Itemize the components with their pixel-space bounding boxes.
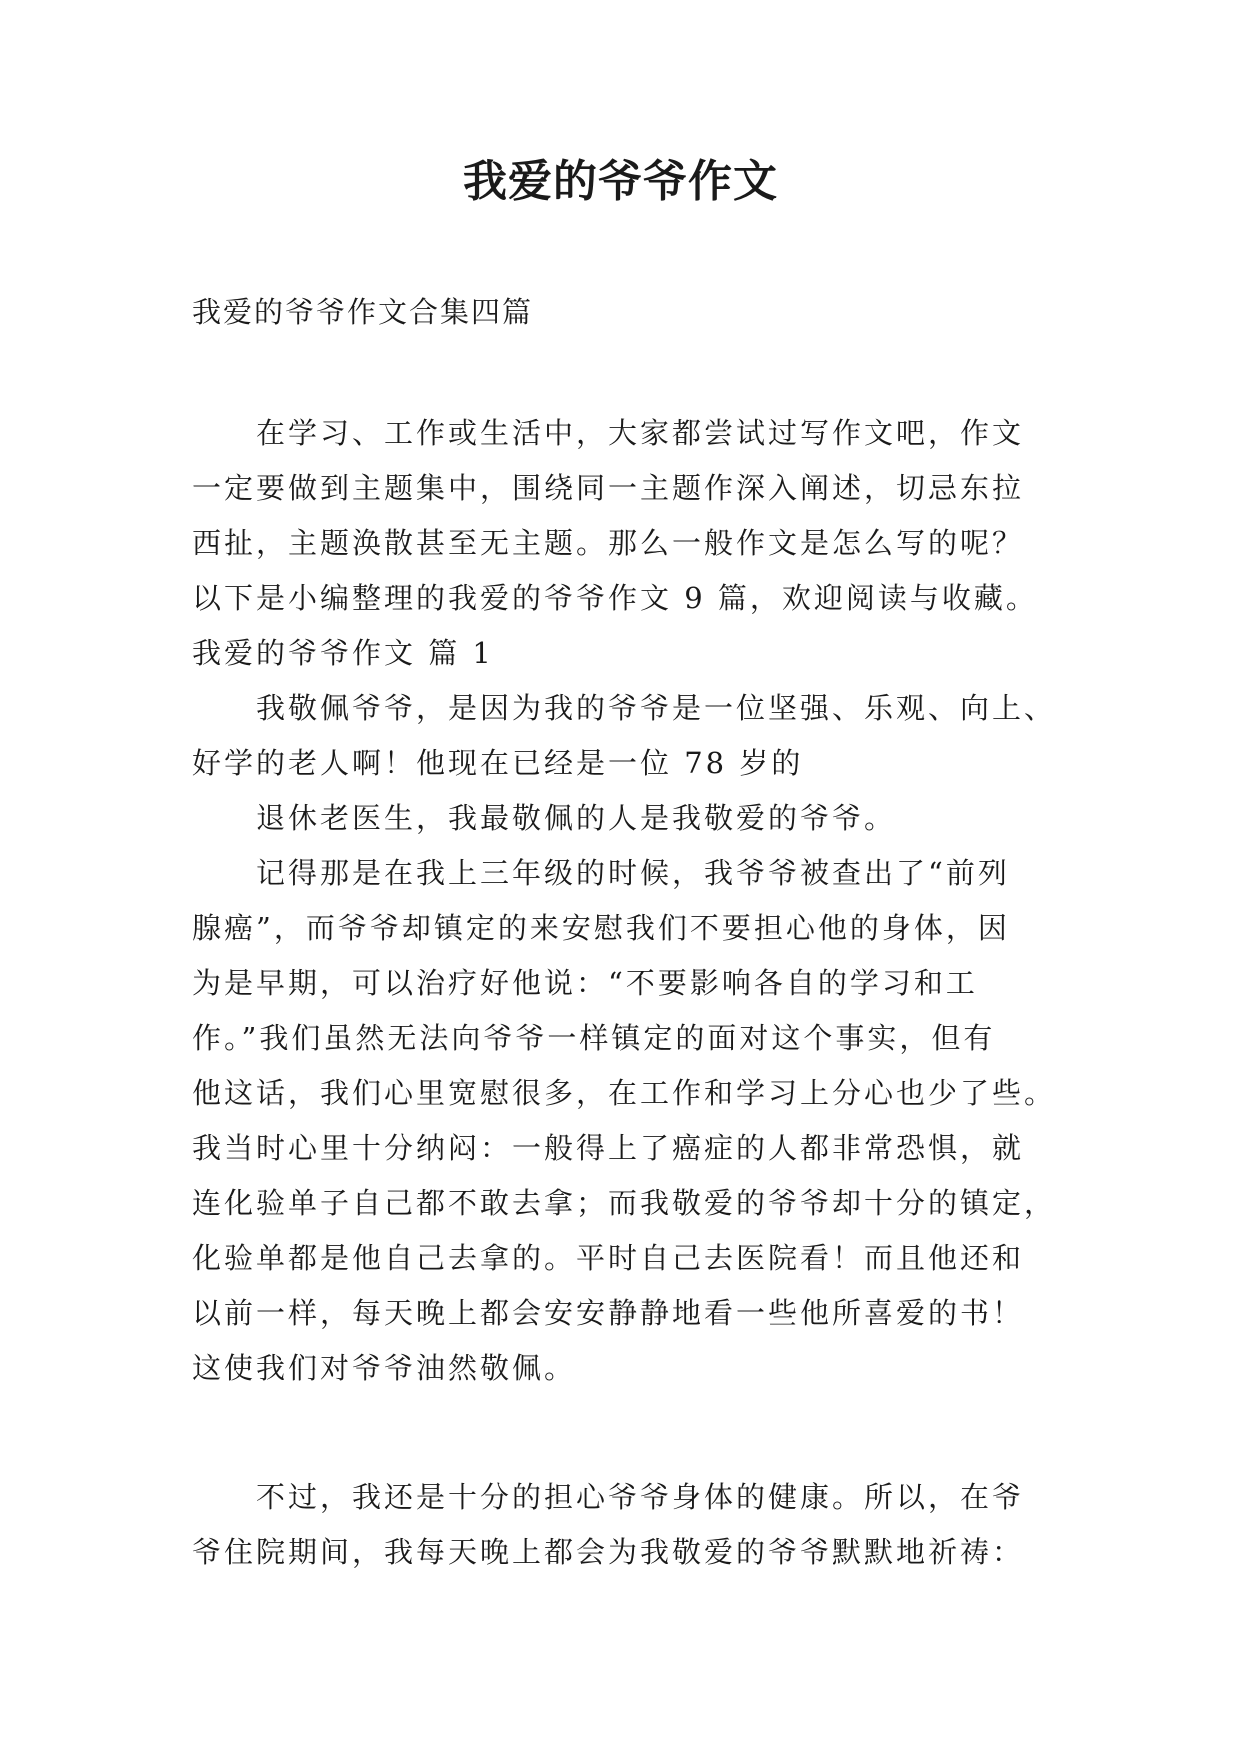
paragraph-line: 以下是小编整理的我爱的爷爷作文 9 篇，欢迎阅读与收藏。: [192, 581, 1038, 615]
paragraph-line: 为是早期，可以治疗好他说：“不要影响各自的学习和工: [192, 966, 978, 1000]
paragraph-line: 化验单都是他自己去拿的。平时自己去医院看！而且他还和: [192, 1241, 1025, 1275]
document-subtitle: 我爱的爷爷作文合集四篇: [192, 295, 534, 329]
document-body: [192, 406, 1082, 1580]
paragraph-line: 以前一样，每天晚上都会安安静静地看一些他所喜爱的书！: [192, 1296, 1025, 1330]
paragraph-line: 西扯，主题涣散甚至无主题。那么一般作文是怎么写的呢？: [192, 526, 1025, 560]
paragraph-line: 这使我们对爷爷油然敬佩。: [192, 1351, 577, 1385]
paragraph-line: 一定要做到主题集中，围绕同一主题作深入阐述，切忌东拉: [192, 471, 1025, 505]
document-title: 我爱的爷爷作文: [463, 156, 778, 207]
paragraph-line: 我当时心里十分纳闷：一般得上了癌症的人都非常恐惧，就: [192, 1131, 1025, 1165]
paragraph-line: 爷住院期间，我每天晚上都会为我敬爱的爷爷默默地祈祷：: [192, 1535, 1025, 1569]
paragraph-line: 记得那是在我上三年级的时候，我爷爷被查出了“前列: [256, 856, 1010, 890]
paragraph-line: 腺癌”，而爷爷却镇定的来安慰我们不要担心他的身体，因: [192, 911, 1010, 945]
paragraph-line: 作。”我们虽然无法向爷爷一样镇定的面对这个事实，但有: [192, 1021, 996, 1055]
paragraph-line: 在学习、工作或生活中，大家都尝试过写作文吧，作文: [256, 416, 1025, 450]
paragraph-line: 不过，我还是十分的担心爷爷身体的健康。所以，在爷: [256, 1480, 1025, 1514]
paragraph-line: 退休老医生，我最敬佩的人是我敬爱的爷爷。: [256, 801, 897, 835]
paragraph-gap: [192, 1396, 1082, 1470]
paragraph-line: 连化验单子自己都不敢去拿；而我敬爱的爷爷却十分的镇定，: [192, 1186, 1057, 1220]
section-heading: 我爱的爷爷作文 篇 1: [192, 636, 494, 670]
paragraph-line: 我敬佩爷爷，是因为我的爷爷是一位坚强、乐观、向上、: [256, 691, 1057, 725]
paragraph-line: 好学的老人啊！他现在已经是一位 78 岁的: [192, 746, 804, 780]
paragraph-line: 他这话，我们心里宽慰很多，在工作和学习上分心也少了些。: [192, 1076, 1057, 1110]
